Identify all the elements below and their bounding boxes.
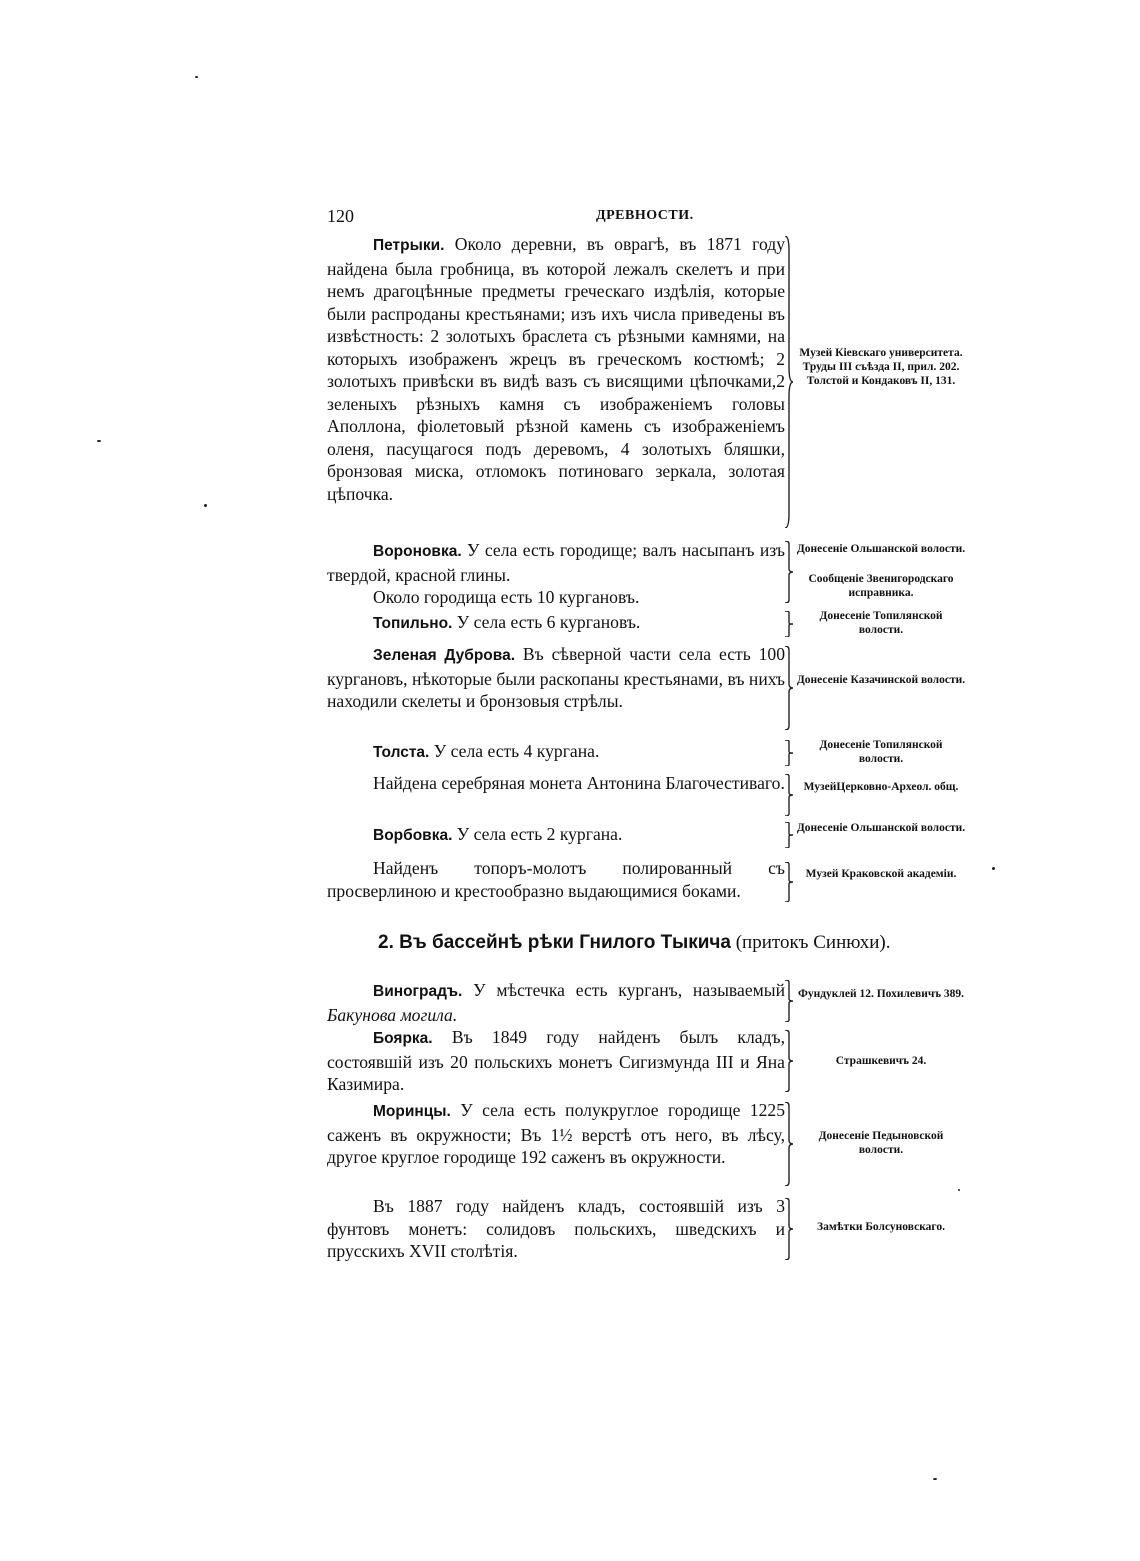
entry-name: Вороновка. <box>373 543 462 560</box>
brace <box>784 646 794 730</box>
section-title-note: (притокъ Синюхи). <box>735 932 891 953</box>
entry-text: Въ 1849 году найденъ былъ кладъ, состоявшій изъ 20 польскихъ монетъ Сигизмунда III и Яна Казимира. <box>327 1027 785 1094</box>
entry-text: У села есть городище; валъ насыпанъ изъ твердой, красной глины. <box>327 540 785 585</box>
source-note: Донесеніе Топилянской волости. <box>819 610 943 636</box>
brace <box>784 774 794 816</box>
entry-zelenaya-dubrova <box>327 643 785 713</box>
source-note: Донесеніе Топилянской волости. <box>819 739 943 765</box>
source-note: Сообщеніе Звенигородскаго исправника. <box>808 573 954 599</box>
source-note: Донесеніе Казачинской волости. <box>796 674 966 686</box>
entry-boyarka <box>327 1026 785 1096</box>
entry-treasure-1887 <box>327 1195 785 1263</box>
source-note: Музей Краковской академіи. <box>805 868 957 880</box>
entry-tolsta <box>327 740 785 765</box>
entry-text: У мѣстечка есть курганъ, называемый <box>473 980 785 1000</box>
entry-text: У села есть 4 кургана. <box>433 741 600 761</box>
entry-name: Зеленая Дуброва. <box>373 647 516 664</box>
scan-speck <box>933 1478 937 1480</box>
entry-text: Въ 1887 году найденъ кладъ, состоявшій изъ 3 фунтовъ монетъ: солидовъ польскихъ, шведскихъ и прусскихъ XVII столѣтія. <box>327 1196 785 1261</box>
scan-speck <box>204 504 207 507</box>
entry-vinograd <box>327 979 785 1026</box>
source-note: Музей Кіевскаго университета. Труды III съѣзда II, прил. 202. Толстой и Кондаковъ II, 131. <box>799 347 963 387</box>
brace <box>784 236 794 528</box>
entry-text: Въ сѣверной части села есть 100 кургановъ, нѣкоторые были раскопаны крестьянами, въ нихъ находили скелеты и бронзовыя стрѣлы. <box>327 644 785 711</box>
entry-text: У села есть 6 кургановъ. <box>456 612 641 632</box>
entry-petryki <box>327 233 785 505</box>
brace <box>784 1198 794 1260</box>
entry-text: Найдена серебряная монета Антонина Благочестиваго. <box>373 773 785 793</box>
brace <box>784 1030 794 1092</box>
section-title-main: 2. Въ бассейнѣ рѣки Гнилого Тыкича <box>378 932 731 953</box>
source-note: Донесеніе Ольшанской волости. <box>796 822 966 834</box>
source-note: Страшкевичъ 24. <box>835 1055 927 1067</box>
scan-speck <box>97 440 101 442</box>
brace <box>784 541 794 603</box>
entry-axe <box>327 857 785 902</box>
entry-text: Найденъ топоръ-молотъ полированный съ просверлиною и крестообразно выдающимися боками. <box>327 858 785 901</box>
entry-text: У села есть 2 кургана. <box>456 824 623 844</box>
entry-text: Около городища есть 10 кургановъ. <box>373 587 640 607</box>
entry-morintsy <box>327 1099 785 1169</box>
source-note: Фундуклей 12. Похилевичъ 389. <box>797 988 965 1000</box>
brace <box>784 1102 794 1186</box>
entry-name: Ворбовка. <box>373 827 453 844</box>
entry-topilno <box>327 611 785 636</box>
running-title: ДРЕВНОСТИ. <box>596 208 694 223</box>
entry-voronovka <box>327 539 785 609</box>
scan-speck <box>195 76 198 78</box>
source-note: Замѣтки Болсуновскаго. <box>817 1221 945 1233</box>
entry-coin <box>327 772 785 795</box>
entry-name: Толста. <box>373 744 430 761</box>
source-note: Донесеніе Педыновской волости. <box>818 1130 944 1156</box>
entry-name: Боярка. <box>373 1030 433 1047</box>
entry-vorbovka <box>327 823 785 848</box>
entry-name: Виноградъ. <box>373 983 463 1000</box>
brace <box>784 822 794 848</box>
brace <box>784 980 794 1022</box>
entry-name: Топильно. <box>373 615 453 632</box>
scan-speck <box>958 1189 960 1191</box>
entry-name: Петрыки. <box>373 237 445 254</box>
brace <box>784 740 794 766</box>
scan-speck <box>992 867 995 870</box>
brace <box>784 862 794 902</box>
section-title <box>378 932 890 954</box>
entry-text: Около деревни, въ оврагѣ, въ 1871 году найдена была гробница, въ которой лежалъ скелетъ и при немъ драгоцѣнные предметы греческаго издѣлія, которые были распроданы крестьянами; изъ ихъ числа приведены въ извѣстность: 2 золотыхъ браслета съ рѣзными камнями, на которыхъ изображенъ жрецъ въ греческомъ костюмѣ; 2 золотыхъ привѣски въ видѣ вазъ съ висящими цѣпочками,2 зеленыхъ рѣзныхъ камня съ изображеніемъ головы Аполлона, фіолетовый рѣзной камень съ изображеніемъ оленя, пасущагося подъ деревомъ, 4 золотыхъ бляшки, бронзовая миска, отломокъ потиноваго зеркала, золотая цѣпочка. <box>327 234 786 504</box>
entry-text-italic: Бакунова могила. <box>327 1004 458 1025</box>
source-note: МузейЦерковно-Археол. общ. <box>803 781 959 793</box>
entry-text: У села есть полукруглое городище 1225 саженъ въ окружности; Въ 1½ верстѣ отъ него, въ лѣсу, другое круглое городище 192 саженъ въ окружности. <box>327 1100 785 1167</box>
brace <box>784 611 794 637</box>
entry-name: Моринцы. <box>373 1103 451 1120</box>
source-note: Донесеніе Ольшанской волости. <box>796 543 966 555</box>
page-number: 120 <box>327 206 354 226</box>
